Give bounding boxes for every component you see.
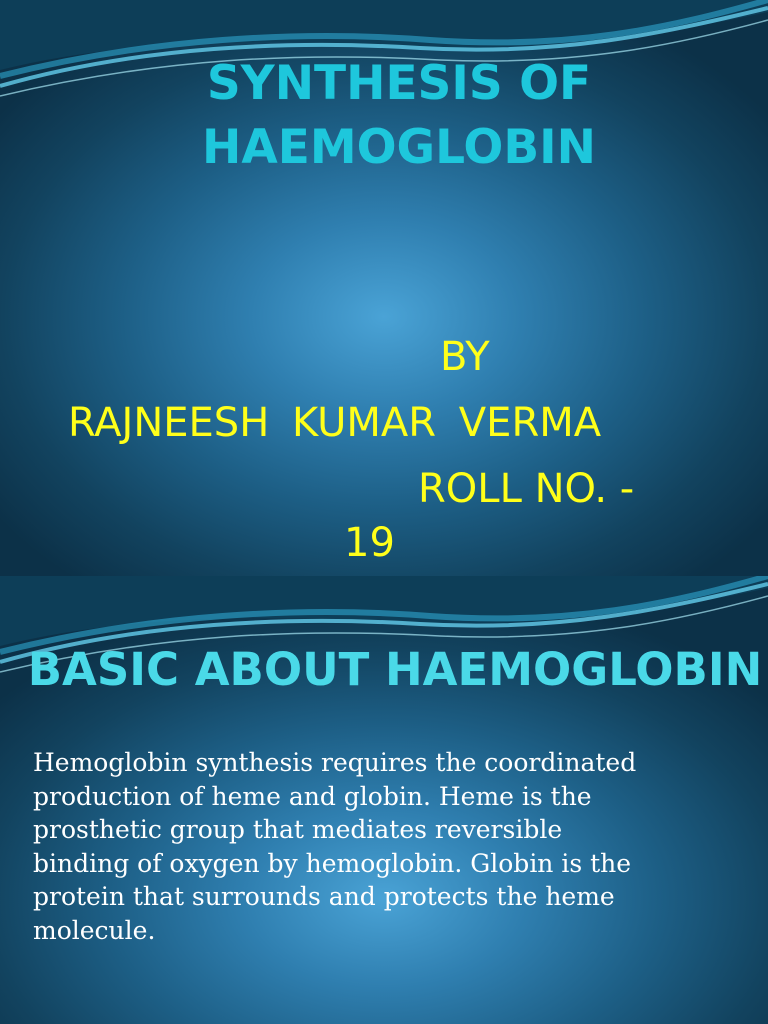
author-name: RAJNEESH KUMAR VERMA: [68, 400, 602, 446]
body-line: prosthetic group that mediates reversible: [33, 815, 563, 844]
body-line: Hemoglobin synthesis requires the coordinated: [33, 748, 637, 777]
content-slide: [0, 576, 768, 1024]
title-line: SYNTHESIS OF: [206, 56, 592, 111]
body-line: molecule.: [33, 915, 156, 945]
body-line: protein that surrounds and protects the heme: [33, 882, 615, 911]
slide-heading: BASIC ABOUT HAEMOGLOBIN: [27, 643, 763, 696]
body-line: production of heme and globin. Heme is the: [33, 781, 592, 811]
body-paragraph: [33, 746, 733, 947]
title-line: HAEMOGLOBIN: [202, 120, 596, 175]
roll-number-value: 19: [344, 520, 395, 566]
body-line: binding of oxygen by hemoglobin. Globin is the: [33, 848, 632, 878]
roll-number-label: ROLL NO. -: [418, 466, 635, 512]
author-by-label: BY: [440, 334, 490, 380]
